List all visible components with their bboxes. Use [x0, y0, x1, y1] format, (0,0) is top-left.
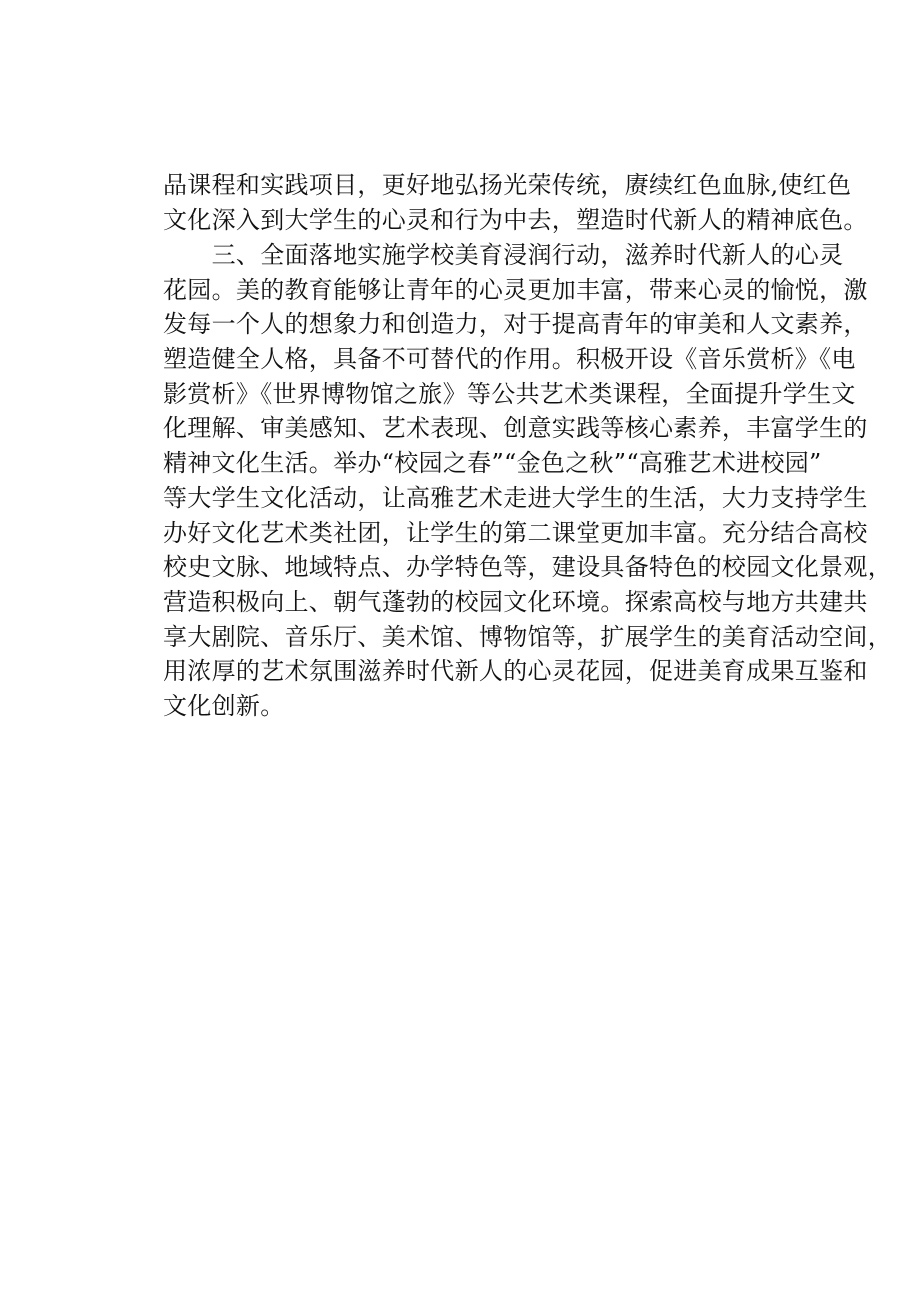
- text-line: 营造积极向上、朝气蓬勃的校园文化环境。探索高校与地方共建共: [163, 587, 868, 616]
- paragraph-section-three: [163, 238, 892, 724]
- text-line: 塑造健全人格，具备不可替代的作用。积极开设《音乐赏析》《电: [163, 345, 856, 374]
- text-line: 精神文化生活。举办“校园之春”“金色之秋”“高雅艺术进校园”: [163, 449, 822, 478]
- text-line: 办好文化艺术类社团，让学生的第二课堂更加丰富。充分结合高校: [163, 518, 868, 547]
- text-line: 发每一个人的想象力和创造力，对于提高青年的审美和人文素养，: [163, 310, 868, 339]
- text-line: 品课程和实践项目，更好地弘扬光荣传统，赓续红色血脉,使红色: [163, 171, 852, 199]
- paragraph-continuation: [163, 168, 868, 237]
- text-line: 文化创新。: [163, 691, 285, 720]
- text-line: 影赏析》《世界博物馆之旅》等公共艺术类课程，全面提升学生文: [163, 379, 856, 408]
- text-line: 等大学生文化活动，让高雅艺术走进大学生的生活，大力支持学生: [163, 483, 868, 512]
- text-line: 用浓厚的艺术氛围滋养时代新人的心灵花园，促进美育成果互鉴和: [163, 657, 868, 686]
- text-line: 文化深入到大学生的心灵和行为中去，塑造时代新人的精神底色。: [163, 205, 868, 234]
- section-heading-line: 三、全面落地实施学校美育浸润行动，滋养时代新人的心灵: [163, 241, 844, 269]
- text-line: 校史文脉、地域特点、办学特色等，建设具备特色的校园文化景观，: [163, 553, 892, 582]
- text-line: 化理解、审美感知、艺术表现、创意实践等核心素养，丰富学生的: [163, 414, 868, 443]
- text-line: 享大剧院、音乐厅、美术馆、博物馆等，扩展学生的美育活动空间，: [163, 622, 892, 651]
- text-line: 花园。美的教育能够让青年的心灵更加丰富，带来心灵的愉悦，激: [163, 275, 868, 304]
